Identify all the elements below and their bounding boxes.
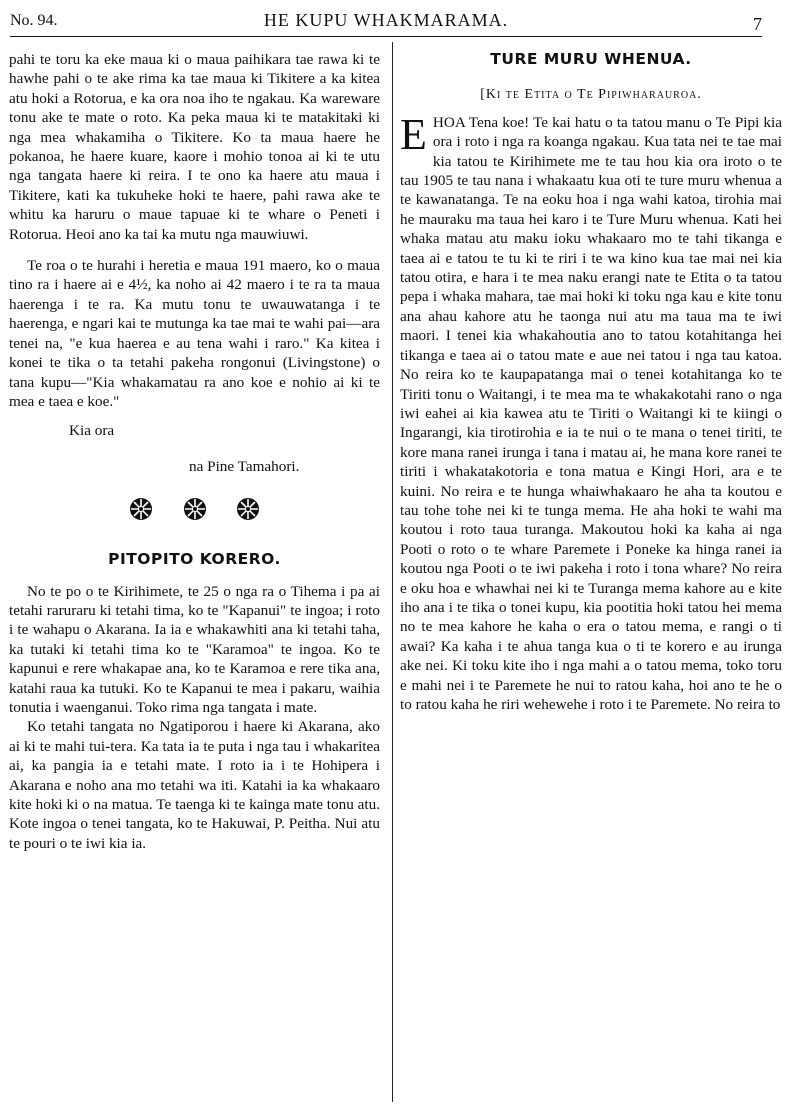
issue-number: No. 94. [10,12,58,29]
ornament-row [9,496,380,522]
byline: [Ki te Etita o Te Pipiwharauroa. [480,87,702,103]
flower-ornament-icon [128,496,154,522]
page-number: 7 [753,14,762,34]
drop-cap: E [400,109,427,159]
flower-ornament-icon [235,496,261,522]
paragraph: Ko tetahi tangata no Ngatiporou i haere ki Akarana, ako ai ki te mahi tui-tera. Ka tata ia te puta i nga tau i whakaritea ai, ka pangia ia e tetahi mate. I roto ia i te Hohipera i Akarana e noho ana mo tetahi wa iti. Katahi ia ka whakaaro kite hoki ki o na matua. Te taenga ki te kainga mate tonu atu. Kote ingoa o tenei tangata, ko te Hakuwai, P. Peitha. Nui atu te pouri o te iwi kia ia. [9,718,380,852]
paragraph: Te roa o te hurahi i heretia e maua 191 maero, ko o maua tino ra i haere ai e 4½, ka noho ai 42 maero i te ra ta maua haerenga i te ra. Ka mutu tonu te uwauwatanga i te haerenga, e ngari kai te mutunga ka tae mai te wahi pai—ara tenei na, "e kua haerea e au tena wahi i raro." Ka kitea i konei te tika o ta tetahi pakeha rongonui (Livingstone) o tana kupu—"Kia whakamatau ra ano koe e nohio ai ki te mea e taea e koe." [9,257,380,410]
signature-name: na Pine Tamahori. [189,457,300,475]
column-divider [392,42,393,1102]
paragraph: No te po o te Kirihimete, te 25 o nga ra o Tihema i pa ai tetahi raruraru ki tetahi tima, ko te "Kapanui" te ingoa; i roto i te wahapu o Akarana. Ia ia e whakawhiti ana ki tetahi taha, ka tutaki ki tetahi tima ko te "Karamoa" te ingoa. Ko te kapunui e rere whakapae ana, ko te Karamoa e rere tika ana, katahi raua ka tutuki. Ko te Kapanui te mea i pakaru, waihia tonutia i waenganui. Toko rima nga tangata i mate. [9,582,380,716]
right-column [400,50,782,714]
flower-ornament-icon [182,496,208,522]
running-title: HE KUPU WHAKMARAMA. [263,10,509,30]
paragraph: pahi te toru ka eke maua ki o maua paihikara tae rawa ki te hawhe pahi o te ake rima ka tae maua ki Tikitere a ka kitea atu hoki a Rotorua, e ka ora noa iho te ngakau. Ka wareware tonu ake te mate o roto. Ka peka maua ki te matakitaki ki nga mea whakamiha o Tikitere. Ko ta maua haere he pokanoa, he haere kuare, kaore i mohio tonoa ai ki te utu nga tangata haere ki reira. I te ono ka haere atu maua i Tikitere, kati ka tukuheke hoki te haere, pahi rawa ake te whitu ka haruru o maue tapuae ki te whare o Peneti i Rotorua. Heoi ano ka tai ka mutu nga mauwiuwi. [9,51,380,243]
article-title: TURE MURU WHENUA. [490,50,692,68]
section-title: PITOPITO KORERO. [108,550,281,569]
paragraph [400,109,782,715]
paragraph-text: HOA Tena koe! Te kai hatu o ta tatou manu o Te Pipi kia ora i roto i nga ra koanga ngakau. Kua tata nei te tae mai kia tatou te Kirihimete me te tau hou kia ora iroto o te tau 1905 te tau nana i whakaatu kua oti te ture muru whenua a te kawanatanga. Te na eoku hoa i nga wahi katoa, tirohia mai he mauraku ma taua hei karo i te Ture Muru whenua. Kati hei whaka matau atu maku ioku whakaaro mo te tahi tikanga e taea ai e tatou te tu ki te riri i te wa kino kua tae mai nei kia tatou otira, e hara i te mea naku erangi nate te Etita o ta tatou pepa i whaka mahara, tae mai hoki ki toku nga kau e kite tonu ana ahau kahore atu he taonga nui atu ma taua ma te iwi maori. I tenei kia whakahoutia ano to tatou kotahitanga hei tikanga e taea ai o tatou mate e aue nei tatou i nga tau katoa. No reira ko te kaupapatanga mai o tenei kotahitanga ko te Tiriti tonu o Waitangi, i te mea ma te whakakotahi rano o nga iwi eahei ai kia kawea atu te Tiriti o Waitangi ki te kiingi o Ingarangi, kia tirotirohia e ia te nui o te mana o tenei tiriti, te kore mana ranei irunga i tana i matau ai, he mana kore ranei te tiriti i whakatakotoria e tona matua e Kingi Hori, ara e te kuini. No reira e te hunga whaiwhakaaro he aha ta koutou e tau tohe tohe nei ki te tunga mema. He aha hoki te wahi ma koutou i roto taua turanga. Makoutou hoki ka kaha ai nga Pooti o roto o te whare Paremete i Poneke ka hinga ranei ia koutou nga Pooti o te iwi pakeha i roto i tona whare? No reira e oku hoa e whawhai nei ki te Turanga mema kahore au e kite iho ana i te tika o tonei kupu, kia pootitia hoki tatou hei mema no te mea kahore he kaha o era o tatou mema, e rangi o ti awai? Ka kaha i te ahua tanga kua o ti te korero e au irunga ake nei. Ki toku kite iho i nga mahi a o tatou mema, toko toru e mahi nei i te Paremete he nui to ratou kaha, hoi ano te he o to ratou kaha he riri wehewehe i roto i te Paremete. No reira to [400,113,782,713]
signoff: Kia ora [69,422,115,440]
left-column [9,50,380,853]
page-header [10,6,762,37]
